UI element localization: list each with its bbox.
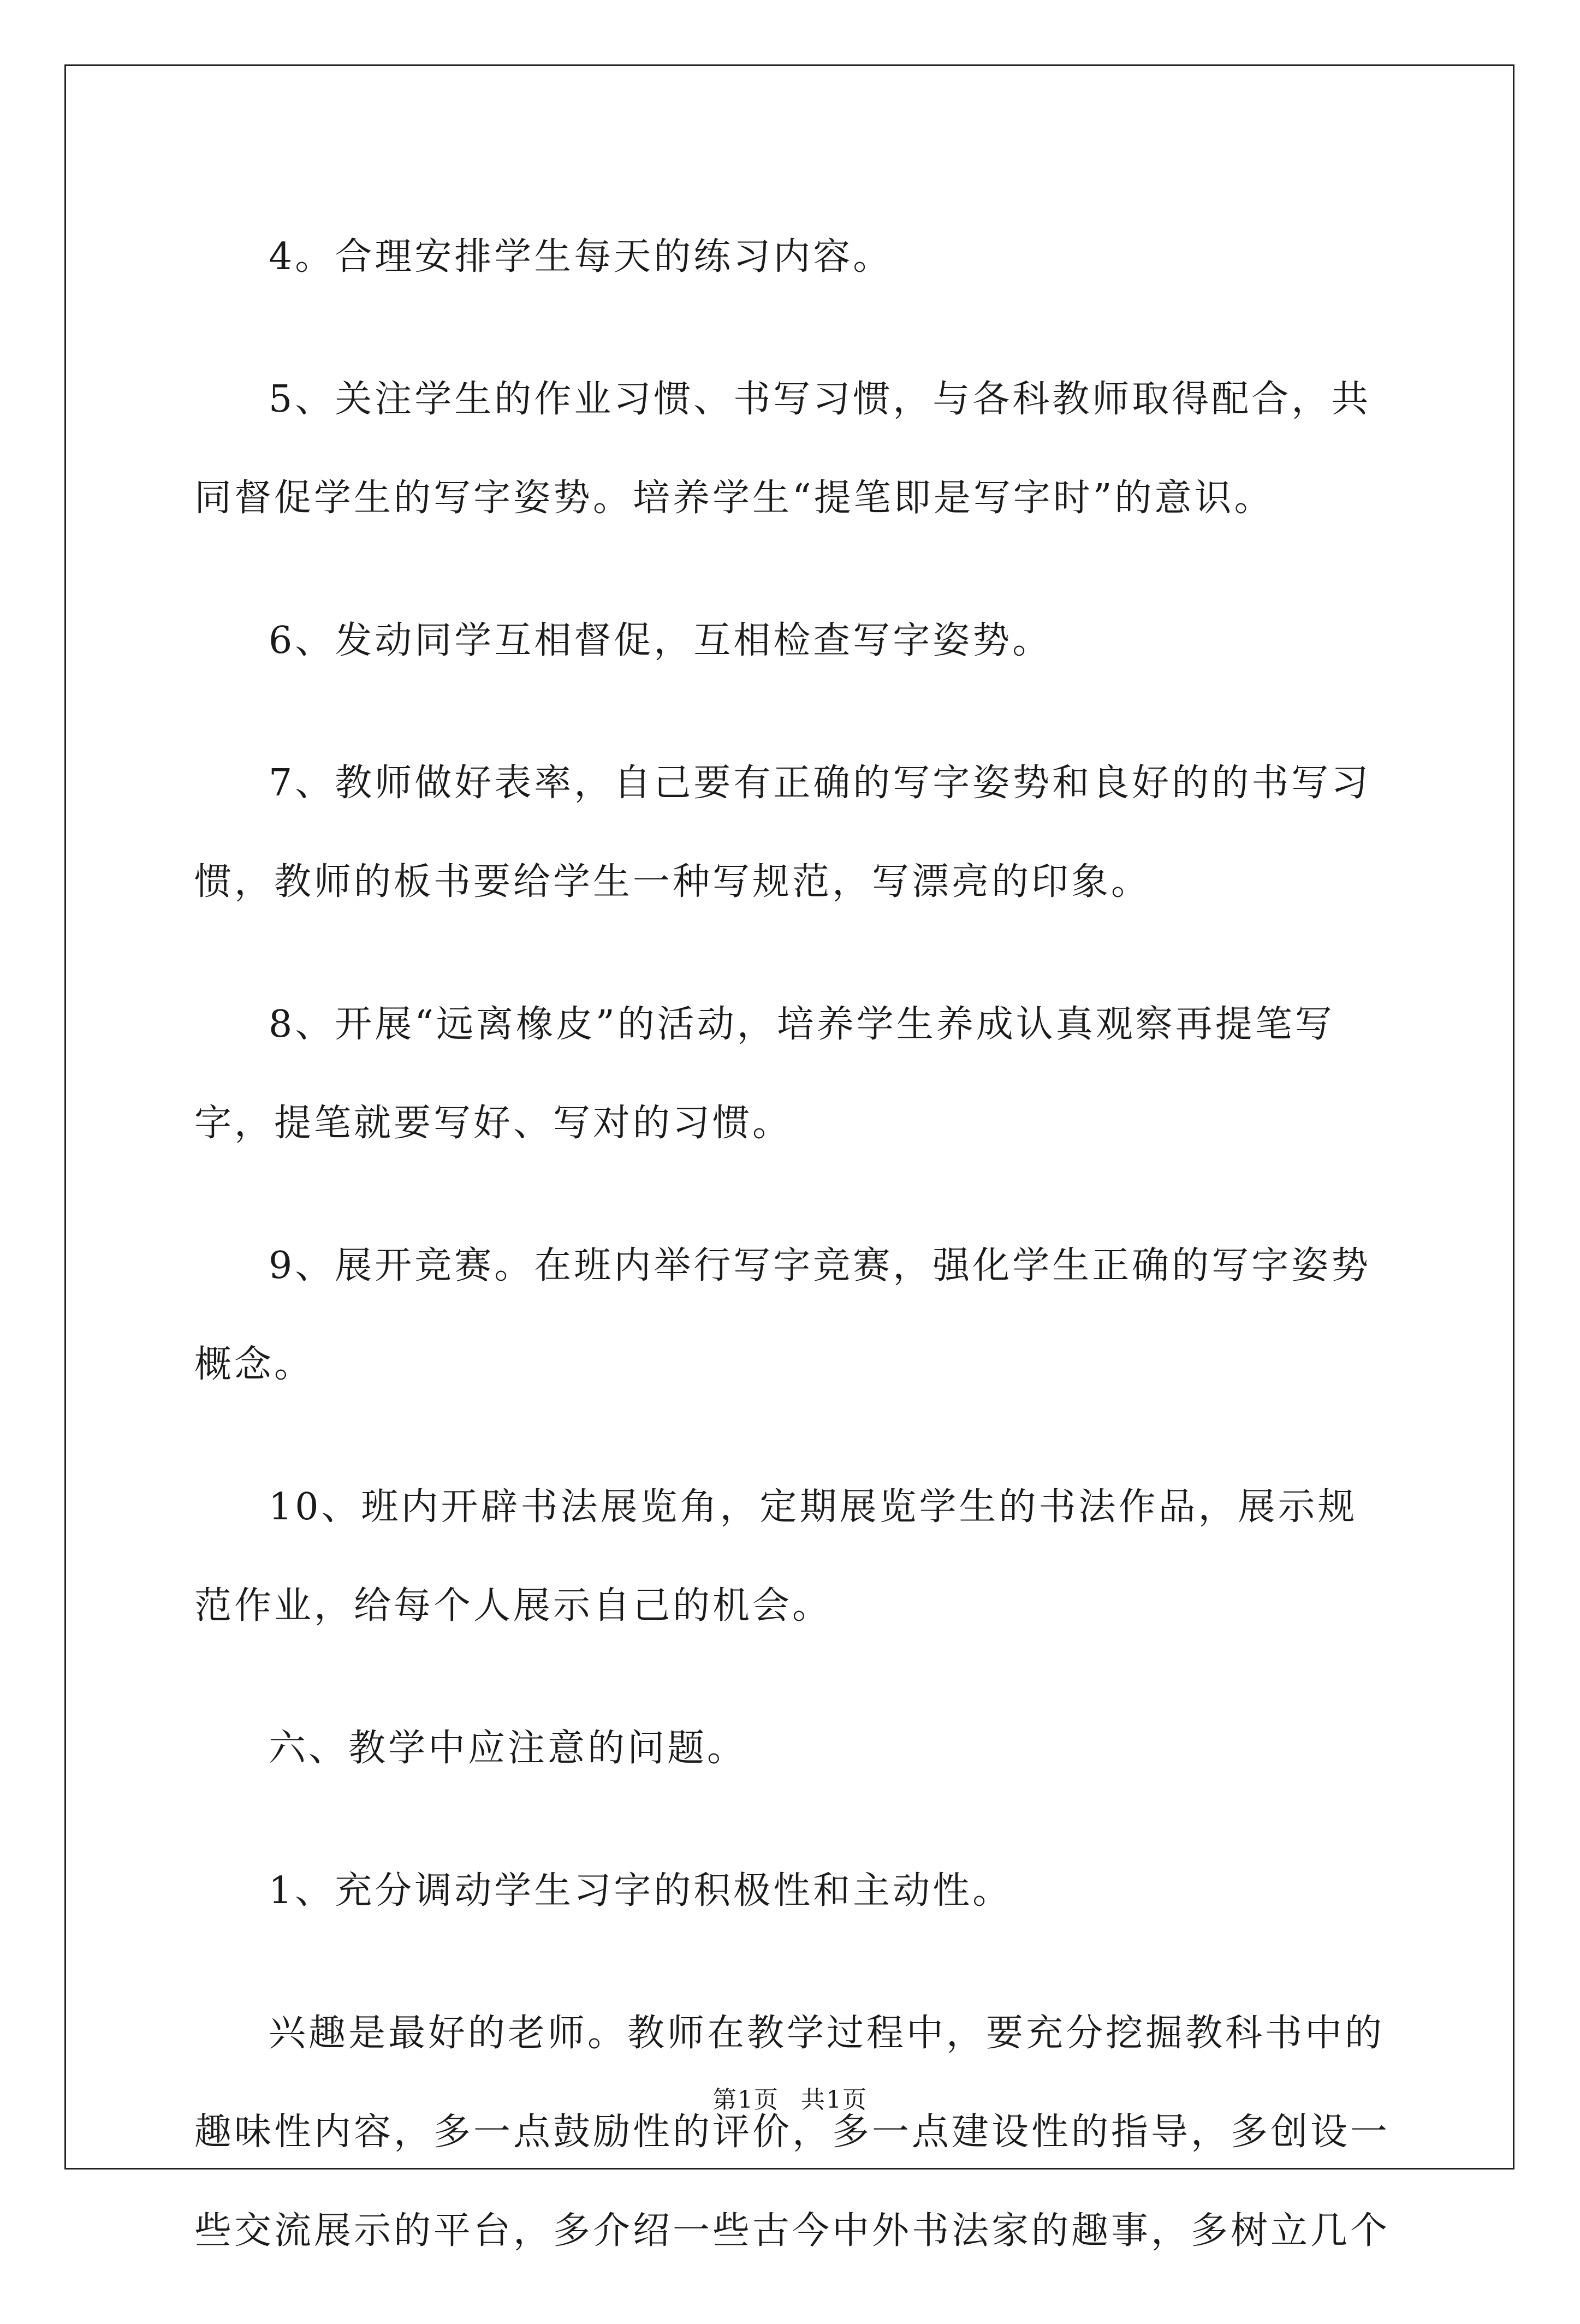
paragraph-item-8: 8、开展“远离橡皮”的活动，培养学生养成认真观察再提笔写字，提笔就要写好、写对的习惯。 xyxy=(194,1003,1335,1145)
paragraph-item-9: 9、展开竞赛。在班内举行写字竞赛，强化学生正确的写字姿势概念。 xyxy=(194,1244,1371,1386)
section-heading-6: 六、教学中应注意的问题。 xyxy=(269,1727,747,1770)
page-footer xyxy=(0,2080,1580,2115)
document-body xyxy=(194,207,1395,2324)
paragraph-item-10: 10、班内开辟书法展览角，定期展览学生的书法作品，展示规范作业，给每个人展示自己的机会。 xyxy=(194,1485,1358,1627)
paragraph-item-6: 6、发动同学互相督促，互相检查写字姿势。 xyxy=(269,619,1053,662)
subheading-1: 1、充分调动学生习字的积极性和主动性。 xyxy=(269,1869,1013,1912)
page-total: 共1页 xyxy=(801,2086,868,2114)
paragraph-item-4: 4。合理安排学生每天的练习内容。 xyxy=(269,235,893,278)
page-number: 第1页 xyxy=(712,2086,779,2114)
paragraph-interest: 兴趣是最好的老师。教师在教学过程中，要充分挖掘教科书中的趣味性内容，多一点鼓励性的评价，多一点建设性的指导，多创设一些交流展示的平台，多介绍一些古今中外书法家的趣事，多树立几个 xyxy=(194,2012,1391,2252)
paragraph-item-5: 5、关注学生的作业习惯、书写习惯，与各科教师取得配合，共同督促学生的写字姿势。培养学生“提笔即是写字时”的意识。 xyxy=(194,378,1371,520)
paragraph-item-7: 7、教师做好表率，自己要有正确的写字姿势和良好的的书写习惯，教师的板书要给学生一种写规范，写漂亮的印象。 xyxy=(194,762,1371,904)
